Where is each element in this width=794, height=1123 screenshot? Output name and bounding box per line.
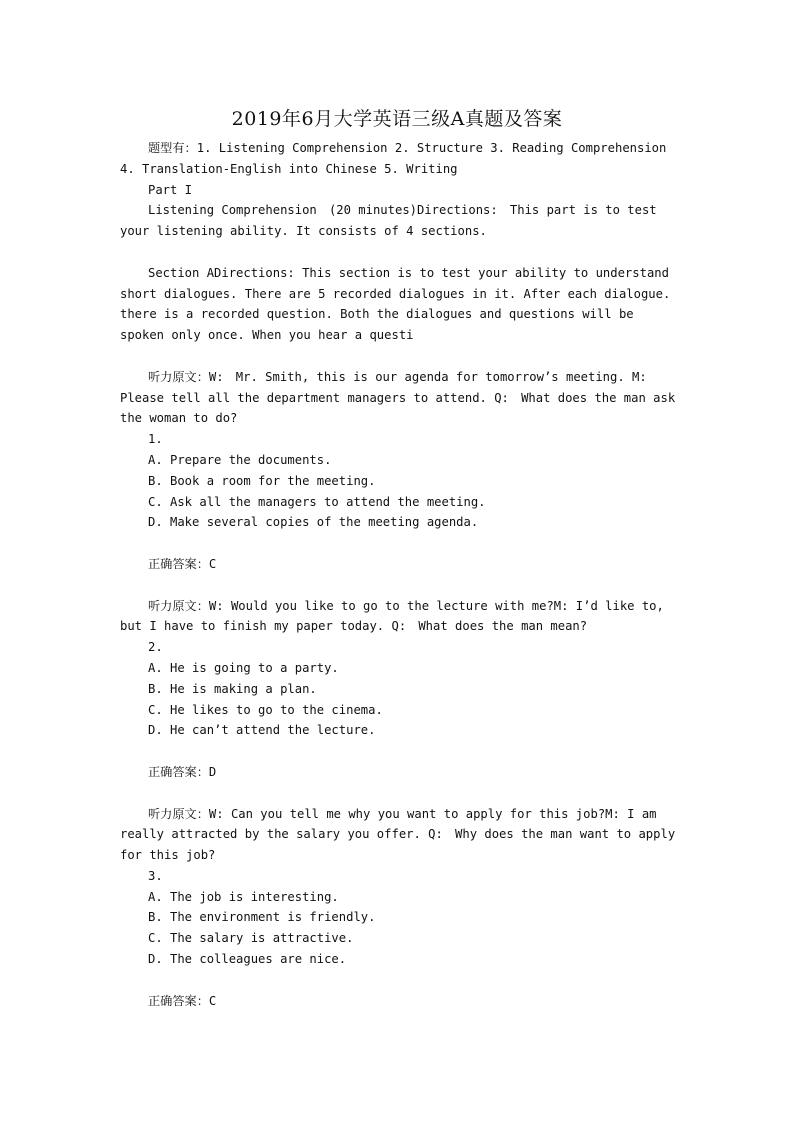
- listening-script: 听力原文：W: Mr. Smith, this is our agenda for tomorrow’s meeting. M: Please tell all the department managers to attend. Q: What does the man ask the woman to do?: [120, 369, 676, 426]
- option: C. He likes to go to the cinema.: [148, 702, 383, 717]
- question-block: [120, 367, 680, 575]
- option: C. Ask all the managers to attend the meeting.: [148, 494, 486, 509]
- correct-answer: 正确答案：C: [148, 993, 217, 1008]
- question-number: 2.: [148, 640, 163, 655]
- correct-answer: 正确答案：D: [148, 764, 217, 779]
- option: D. The colleagues are nice.: [148, 952, 347, 967]
- document-body: [120, 138, 680, 1011]
- question-number: 3.: [148, 868, 163, 883]
- listening-script: 听力原文：W: Can you tell me why you want to apply for this job?M: I am really attracted by the salary you offer. Q: Why does the man want to apply for this job?: [120, 806, 676, 863]
- question-block: [120, 804, 680, 1012]
- option: B. He is making a plan.: [148, 681, 317, 696]
- listening-directions: Listening Comprehension (20 minutes)Directions: This part is to test your listening ability. It consists of 4 sections.: [120, 203, 657, 239]
- question-block: [120, 596, 680, 783]
- option: B. Book a room for the meeting.: [148, 473, 376, 488]
- option: B. The environment is friendly.: [148, 910, 376, 925]
- option: A. He is going to a party.: [148, 660, 339, 675]
- correct-answer: 正确答案：C: [148, 556, 217, 571]
- page-title: 2019年6月大学英语三级A真题及答案: [231, 108, 563, 130]
- option: C. The salary is attractive.: [148, 931, 354, 946]
- option: A. Prepare the documents.: [148, 452, 332, 467]
- part-heading: Part I: [148, 182, 193, 197]
- option: D. Make several copies of the meeting agenda.: [148, 515, 479, 530]
- listening-script: 听力原文：W: Would you like to go to the lecture with me?M: I’d like to, but I have to finish my paper today. Q: What does the man mean?: [120, 598, 664, 634]
- section-a-directions: Section ADirections: This section is to test your ability to understand short dialogues. There are 5 recorded dialogues in it. After each dialogue. there is a recorded question. Both the dialogues and questions will be spoken only once. When you hear a questi: [120, 265, 671, 343]
- option: D. He can’t attend the lecture.: [148, 723, 376, 738]
- question-number: 1.: [148, 432, 163, 447]
- question-types: 题型有：1. Listening Comprehension 2. Structure 3. Reading Comprehension 4. Translation-English into Chinese 5. Writing: [120, 141, 667, 176]
- option: A. The job is interesting.: [148, 889, 339, 904]
